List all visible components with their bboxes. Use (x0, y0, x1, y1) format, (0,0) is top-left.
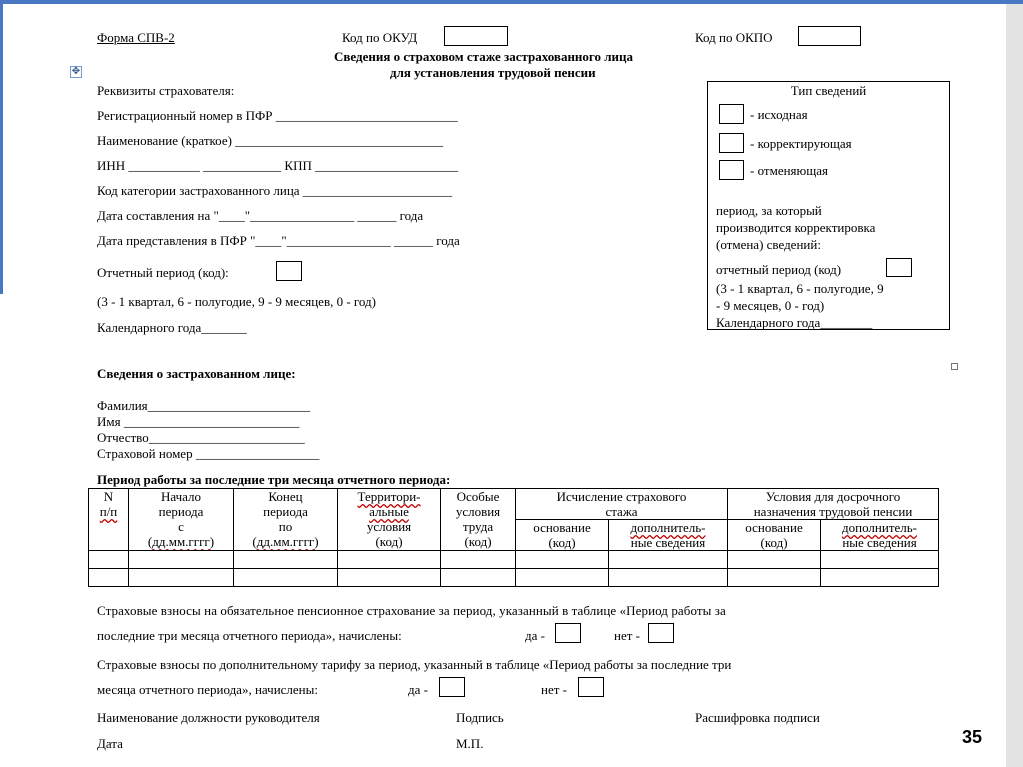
table-header-row (89, 489, 939, 520)
contrib2-yes-label: да - (408, 682, 428, 697)
table-cell[interactable] (821, 569, 939, 587)
contrib1-no-label: нет - (614, 628, 640, 643)
table-cell[interactable] (728, 569, 821, 587)
table-row (89, 551, 939, 569)
table-cell[interactable] (234, 551, 338, 569)
type-codes-line1: (3 - 1 квартал, 6 - полугодие, 9 (716, 281, 884, 296)
form-title-line2: для установления трудовой пенсии (390, 65, 596, 80)
type-cancelling-label: - отменяющая (750, 163, 828, 178)
col-territorial-header: Территори- альные условия (код) (338, 489, 441, 551)
calc-extra-header: дополнитель- ные сведения (609, 520, 728, 551)
table-cell[interactable] (441, 551, 516, 569)
okud-code-box[interactable] (444, 26, 508, 46)
date-submitted-field: Дата представления в ПФР "____"________________ ______ года (97, 233, 460, 248)
info-type-title: Тип сведений (790, 83, 867, 98)
table-move-handle-icon[interactable]: ✥ (71, 66, 81, 77)
table-cell[interactable] (516, 551, 609, 569)
date-label: Дата (97, 736, 123, 751)
contrib1-yes-box[interactable] (555, 623, 581, 643)
contrib1-line1: Страховые взносы на обязательное пенсионное страхование за период, указанный в таблице «Период работы за (97, 603, 726, 618)
okpo-label: Код по ОКПО (695, 30, 773, 45)
correction-period-line2: производится корректировка (716, 220, 876, 235)
report-period-code-box[interactable] (276, 261, 302, 281)
name-short-field: Наименование (краткое) ________________________________ (97, 133, 444, 148)
slide-number: 35 (962, 727, 983, 747)
type-correcting-checkbox[interactable] (719, 133, 744, 153)
col-calc-header: Исчисление страхового стажа (516, 489, 728, 520)
type-original-label: - исходная (750, 107, 808, 122)
patronymic-field: Отчество________________________ (97, 430, 305, 445)
stamp-label: М.П. (456, 736, 484, 751)
form-name: Форма СПВ-2 (97, 30, 175, 45)
table-cell[interactable] (129, 569, 234, 587)
type-calendar-year: Календарного года________ (716, 315, 873, 330)
insurance-number-field: Страховой номер ___________________ (97, 446, 320, 461)
okpo-code-box[interactable] (798, 26, 861, 46)
left-edge-bar (0, 4, 3, 294)
table-cell[interactable] (609, 551, 728, 569)
work-period-heading: Период работы за последние три месяца отчетного периода: (97, 472, 451, 487)
early-extra-header: дополнитель- ные сведения (821, 520, 939, 551)
col-early-header: Условия для досрочного назначения трудовой пенсии (728, 489, 939, 520)
form-title-line1: Сведения о страховом стаже застрахованного лица (334, 49, 634, 64)
table-cell[interactable] (821, 551, 939, 569)
contrib2-no-label: нет - (541, 682, 567, 697)
contrib2-no-box[interactable] (578, 677, 604, 697)
table-cell[interactable] (234, 569, 338, 587)
type-codes-line2: - 9 месяцев, 0 - год) (716, 298, 825, 313)
table-cell[interactable] (516, 569, 609, 587)
table-row (89, 569, 939, 587)
type-correcting-label: - корректирующая (750, 136, 852, 151)
type-report-period-box[interactable] (886, 258, 912, 277)
contrib2-line1: Страховые взносы по дополнительному тарифу за период, указанный в таблице «Период работы за последние три (97, 657, 732, 672)
first-name-field: Имя ___________________________ (97, 414, 300, 429)
contrib2-yes-box[interactable] (439, 677, 465, 697)
type-original-checkbox[interactable] (719, 104, 744, 124)
info-type-box (707, 81, 950, 330)
col-start-header: Начало периода с (дд.мм.гггг) (129, 489, 234, 551)
inn-kpp-field: ИНН ___________ ____________ КПП ______________________ (97, 158, 459, 173)
category-code-field: Код категории застрахованного лица _______________________ (97, 183, 453, 198)
table-cell[interactable] (89, 569, 129, 587)
table-cell[interactable] (338, 569, 441, 587)
col-number-header: N п/п (89, 489, 129, 551)
window-top-border (0, 0, 1023, 4)
okud-label: Код по ОКУД (342, 30, 418, 45)
col-end-header: Конец периода по (дд.мм.гггг) (234, 489, 338, 551)
table-cell[interactable] (338, 551, 441, 569)
type-cancelling-checkbox[interactable] (719, 160, 744, 180)
date-compiled-field: Дата составления на "____"________________ ______ года (97, 208, 424, 223)
correction-period-line1: период, за который (716, 203, 822, 218)
work-period-table (88, 488, 939, 587)
col-special-header: Особые условия труда (код) (441, 489, 516, 551)
calendar-year-field: Календарного года_______ (97, 320, 247, 335)
table-cell[interactable] (89, 551, 129, 569)
type-report-period-label: отчетный период (код) (716, 262, 842, 277)
page-scroll-gutter (1006, 4, 1023, 767)
calc-basis-header: основание (код) (516, 520, 609, 551)
contrib1-no-box[interactable] (648, 623, 674, 643)
table-cell[interactable] (129, 551, 234, 569)
early-basis-header: основание (код) (728, 520, 821, 551)
table-cell[interactable] (609, 569, 728, 587)
signature-decode-label: Расшифровка подписи (695, 710, 820, 725)
table-cell[interactable] (441, 569, 516, 587)
insured-heading: Сведения о застрахованном лице: (97, 366, 296, 381)
table-cell[interactable] (728, 551, 821, 569)
contrib2-line2: месяца отчетного периода», начислены: (97, 682, 318, 697)
insurer-heading: Реквизиты страхователя: (97, 83, 235, 98)
manager-position-label: Наименование должности руководителя (97, 710, 320, 725)
contrib1-line2: последние три месяца отчетного периода», начислены: (97, 628, 402, 643)
surname-field: Фамилия_________________________ (97, 398, 311, 413)
period-codes-note: (3 - 1 квартал, 6 - полугодие, 9 - 9 месяцев, 0 - год) (97, 294, 376, 309)
reg-number-field: Регистрационный номер в ПФР ____________________________ (97, 108, 458, 123)
report-period-label: Отчетный период (код): (97, 265, 229, 280)
contrib1-yes-label: да - (525, 628, 545, 643)
signature-label: Подпись (456, 710, 504, 725)
correction-period-line3: (отмена) сведений: (716, 237, 821, 252)
table-resize-handle-icon[interactable] (951, 363, 958, 370)
